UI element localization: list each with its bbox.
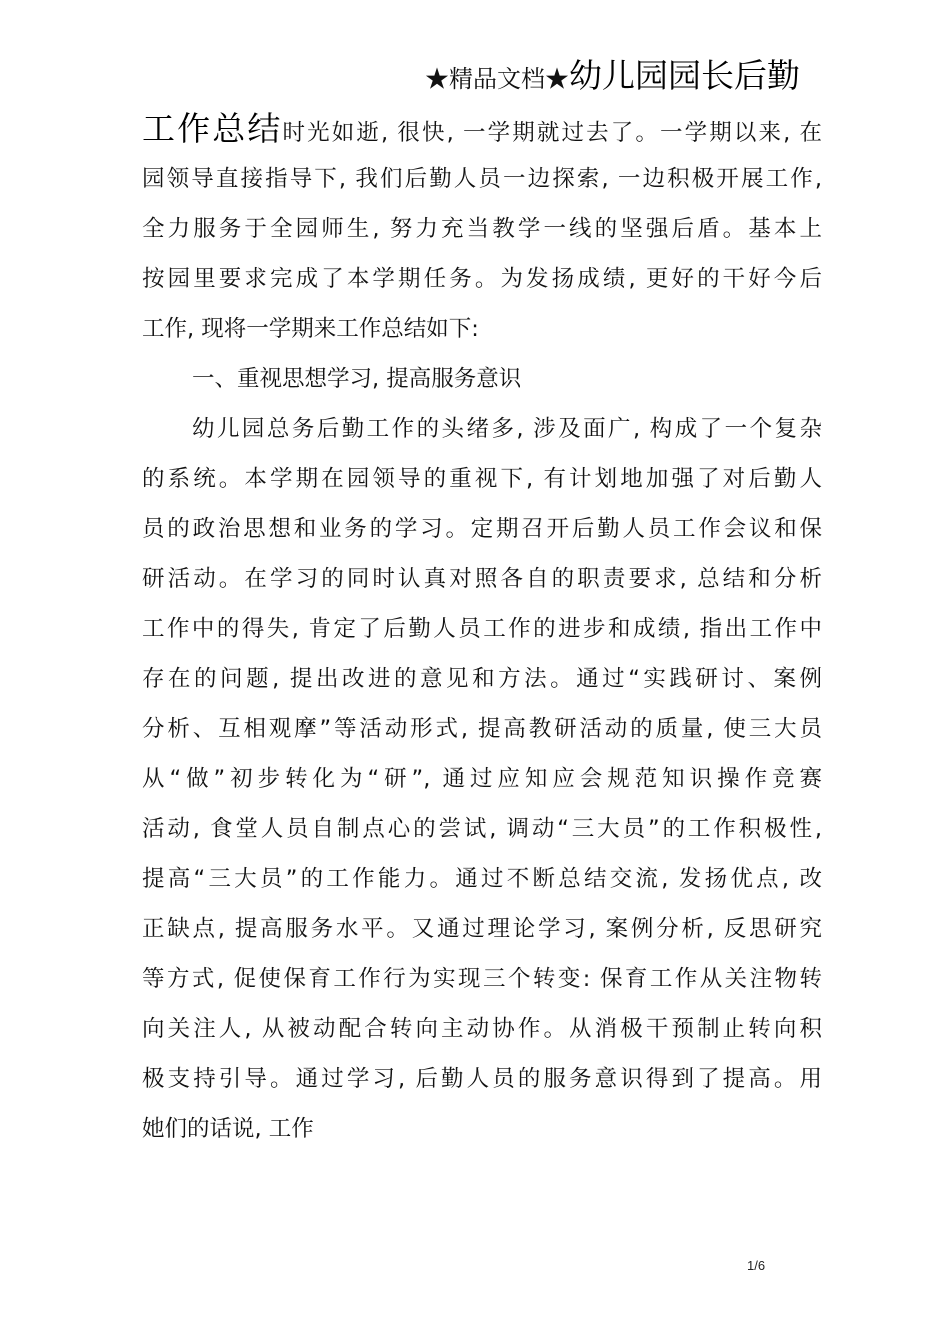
paragraph-line: 从“做”初步转化为“研”, 通过应知应会规范知识操作竞赛 — [142, 766, 822, 792]
section-heading: 一、重视思想学习, 提高服务意识 — [192, 366, 522, 392]
paragraph-line: 她们的话说, 工作 — [142, 1116, 314, 1142]
paragraph-line — [142, 104, 822, 154]
paragraph-line: 极支持引导。通过学习, 后勤人员的服务意识得到了提高。用 — [142, 1066, 822, 1092]
paragraph-line: 提高“三大员”的工作能力。通过不断总结交流, 发扬优点, 改 — [142, 866, 822, 892]
quality-badge: ★精品文档★ — [425, 65, 569, 93]
paragraph-line: 活动, 食堂人员自制点心的尝试, 调动“三大员”的工作积极性, — [142, 816, 822, 842]
paragraph-line: 幼儿园总务后勤工作的头绪多, 涉及面广, 构成了一个复杂 — [192, 416, 822, 442]
paragraph-line: 员的政治思想和业务的学习。定期召开后勤人员工作会议和保 — [142, 516, 822, 542]
document-title: 幼儿园园长后勤 — [569, 56, 800, 95]
paragraph-line: 正缺点, 提高服务水平。又通过理论学习, 案例分析, 反思研究 — [142, 916, 822, 942]
paragraph-line: 园领导直接指导下, 我们后勤人员一边探索, 一边积极开展工作, — [142, 166, 822, 192]
paragraph-line: 工作中的得失, 肯定了后勤人员工作的进步和成绩, 指出工作中 — [142, 616, 822, 642]
paragraph-line: 存在的问题, 提出改进的意见和方法。通过“实践研讨、案例 — [142, 666, 822, 692]
document-title-continued: 工作总结 — [142, 109, 283, 148]
paragraph-line: 工作, 现将一学期来工作总结如下: — [142, 316, 479, 342]
paragraph-line: 等方式, 促使保育工作行为实现三个转变: 保育工作从关注物转 — [142, 966, 822, 992]
document-title-line — [0, 50, 800, 97]
paragraph-line: 按园里要求完成了本学期任务。为发扬成绩, 更好的干好今后 — [142, 266, 822, 292]
paragraph-line: 分析、互相观摩”等活动形式, 提高教研活动的质量, 使三大员 — [142, 716, 822, 742]
text-fragment: 时光如逝, 很快, 一学期就过去了。一学期以来, 在 — [282, 120, 823, 146]
paragraph-line: 全力服务于全园师生, 努力充当教学一线的坚强后盾。基本上 — [142, 216, 822, 242]
paragraph-line: 向关注人, 从被动配合转向主动协作。从消极干预制止转向积 — [142, 1016, 822, 1042]
paragraph-line: 的系统。本学期在园领导的重视下, 有计划地加强了对后勤人 — [142, 466, 822, 492]
paragraph-line: 研活动。在学习的同时认真对照各自的职责要求, 总结和分析 — [142, 566, 822, 592]
page-number: 1/6 — [747, 1258, 766, 1273]
document-body — [142, 104, 822, 1154]
